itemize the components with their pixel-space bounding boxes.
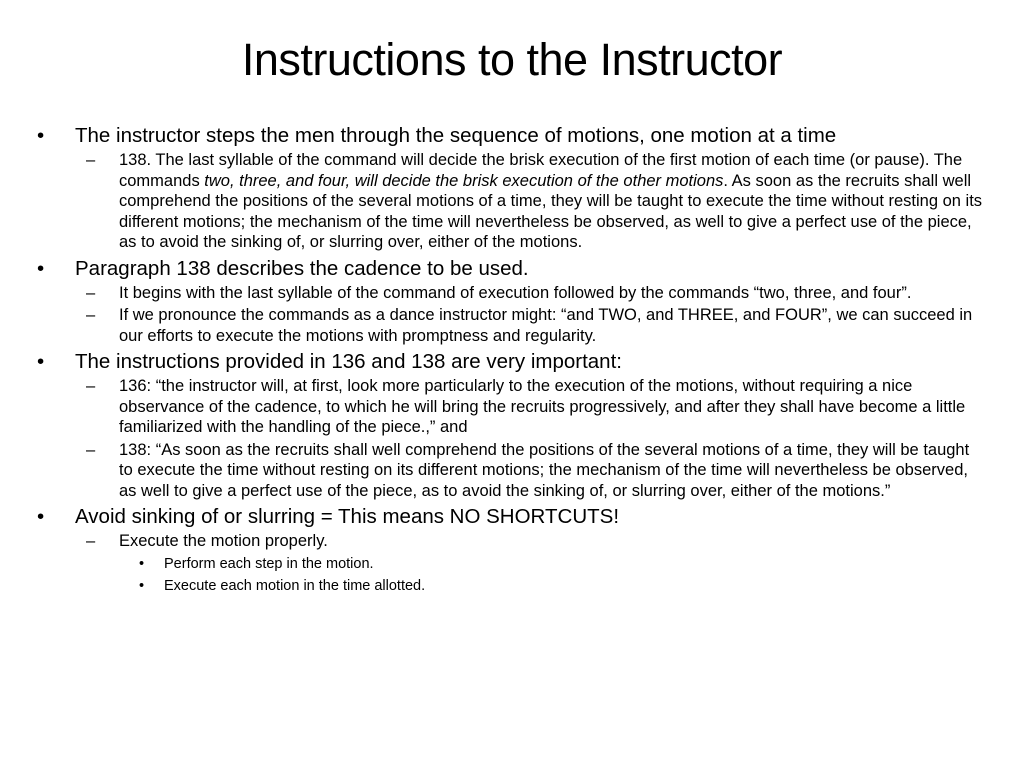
sub-sub-bullet-text: Execute each motion in the time allotted. <box>164 577 426 594</box>
dash-icon: – <box>86 306 96 324</box>
paragraph-text-start: 138. The last syllable of the command will decide the brisk execution of the first motion of each time (or pause). The commands <box>119 151 963 190</box>
bullet-item <box>37 505 987 529</box>
sub-bullet-item <box>37 531 987 552</box>
dash-icon: – <box>86 532 96 550</box>
sub-sub-bullet-item <box>37 555 987 574</box>
sub-bullet-text: If we pronounce the commands as a dance instructor might: “and TWO, and THREE, and FOUR”, we can succeed in our efforts to execute the motions with promptness and regularity. <box>119 306 973 345</box>
bullet-icon: • <box>37 256 45 280</box>
sub-bullet-item <box>37 440 987 502</box>
sub-bullet-text <box>119 151 982 251</box>
slide-title: Instructions to the Instructor <box>241 34 783 85</box>
sub-bullet-item <box>37 150 987 253</box>
sub-bullet-text: It begins with the last syllable of the command of execution followed by the commands “two, three, and four”. <box>119 283 912 302</box>
sub-sub-bullet-text: Perform each step in the motion. <box>164 555 374 572</box>
sub-bullet-text: Execute the motion properly. <box>119 532 328 550</box>
bullet-text: Avoid sinking of or slurring = This means NO SHORTCUTS! <box>75 505 620 528</box>
bullet-text: The instructor steps the men through the sequence of motions, one motion at a time <box>75 124 837 147</box>
bullet-icon: • <box>139 577 145 594</box>
paragraph-italic-text: two, three, and four, will decide the brisk execution of the other motions <box>204 171 724 190</box>
bullet-icon: • <box>37 350 45 373</box>
bullet-text: Paragraph 138 describes the cadence to be used. <box>75 256 529 280</box>
paragraph-text-end: . As soon as the recruits shall well comprehend the positions of the several motions of a time, they will be taught to execute the time without resting on its different motions; the mechanism of the time will nevertheless be observed, as well to give a perfect use of the piece, as to avoid the sinking of, or slurring over, either of the motions. <box>119 171 983 251</box>
bullet-text: The instructions provided in 136 and 138 are very important: <box>75 350 622 373</box>
dash-icon: – <box>86 377 96 395</box>
sub-bullet-item <box>37 305 987 346</box>
bullet-item <box>37 124 987 148</box>
slide-body <box>37 120 987 596</box>
dash-icon: – <box>86 440 96 459</box>
sub-bullet-text: 138: “As soon as the recruits shall well comprehend the positions of the several motions of a time, they will be taught to execute the time without resting on its different motions; the mechanism of the time will nevertheless be observed, as well to give a perfect use of the piece, as to avoid the sinking of, or slurring over, either of the motions.” <box>119 440 970 500</box>
bullet-item <box>37 257 987 281</box>
dash-icon: – <box>86 283 96 302</box>
dash-icon: – <box>86 151 96 169</box>
sub-bullet-text: 136: “the instructor will, at first, look more particularly to the execution of the motions, without requiring a nice observance of the cadence, to which he will bring the recruits progressively, and after they shall have become a little familiarized with the handling of the piece.,” and <box>119 377 966 436</box>
sub-bullet-item <box>37 376 987 438</box>
sub-sub-bullet-item <box>37 577 987 596</box>
sub-bullet-item <box>37 283 987 304</box>
bullet-icon: • <box>139 555 145 572</box>
bullet-icon: • <box>37 124 45 147</box>
bullet-item <box>37 350 987 374</box>
bullet-icon: • <box>37 505 45 528</box>
